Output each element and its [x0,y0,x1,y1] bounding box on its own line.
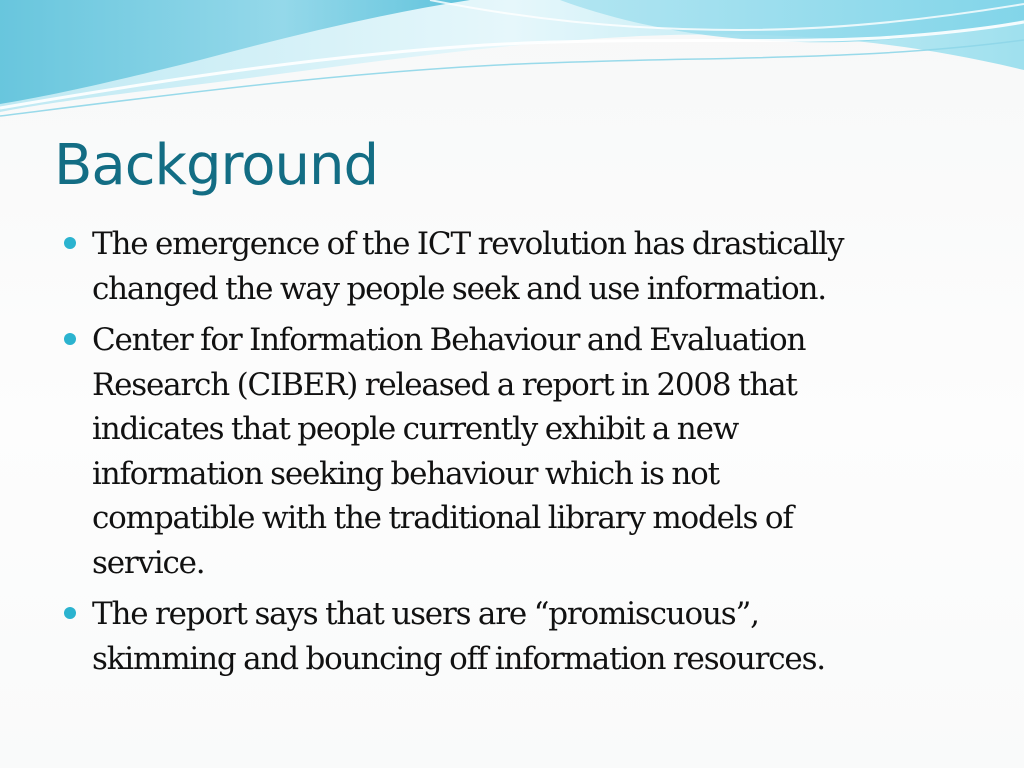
bullet-text: The report says that users are “promiscuous”, skimming and bouncing off information resources. [92,596,825,677]
wave-header-decoration [0,0,1024,140]
round-bullet-icon [64,607,76,619]
round-bullet-icon [64,333,76,345]
bullet-text: Center for Information Behaviour and Evaluation Research (CIBER) released a report in 2008 that indicates that people currently exhibit a new information seeking behaviour which is not compatible with the traditional library models of service. [92,322,806,581]
bullet-text: The emergence of the ICT revolution has drastically changed the way people seek and use information. [92,226,844,307]
bullet-item [0,318,912,585]
bullet-item [0,222,912,311]
bullet-list [0,222,912,688]
slide-title: Background [54,133,379,198]
round-bullet-icon [64,237,76,249]
bullet-item [0,592,912,681]
